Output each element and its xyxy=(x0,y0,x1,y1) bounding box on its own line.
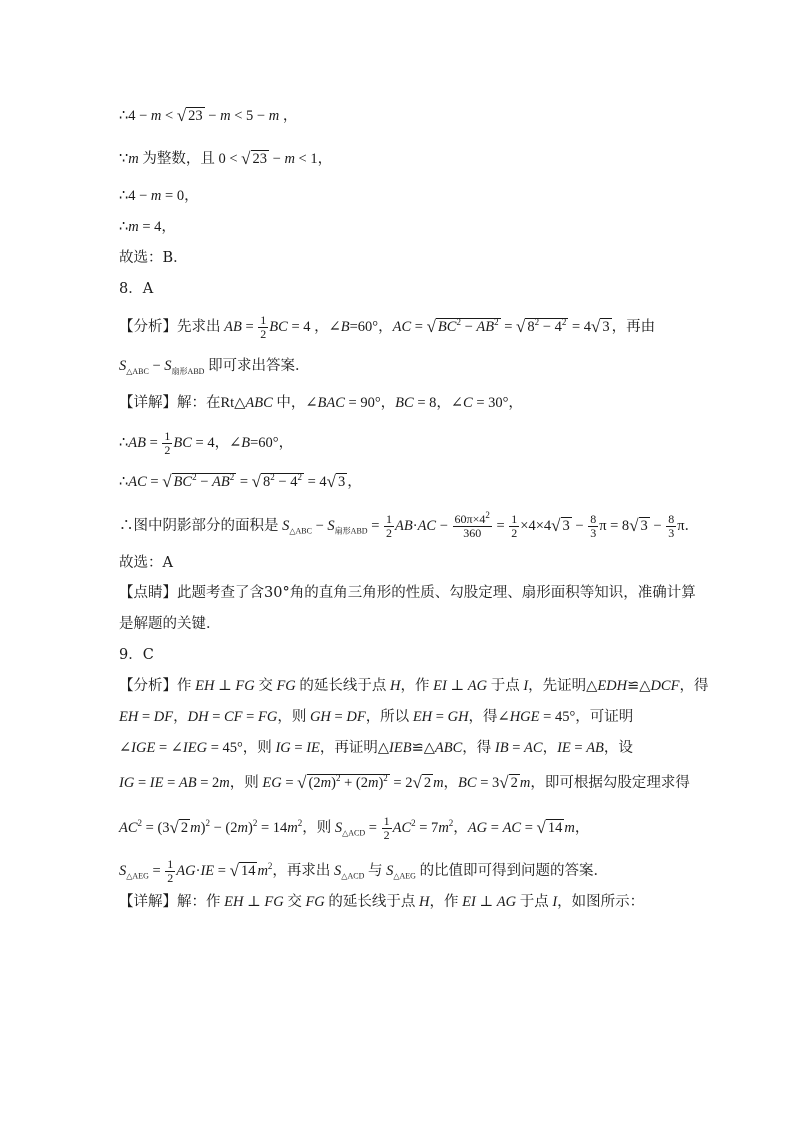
analysis-line: $AC^2 = (3√$ 2 $m)^2 - (2m)^2 = 14m^2$，则 $S_{\triangle ACD}$ = $\frac{1}{2}$ $AC^2 = 7m^2$，AG = AC = √ 14 m， xyxy=(119,814,590,842)
analysis-line: $S_{\triangle ABC} - S_{扇形ABD}$ 即可求出答案． xyxy=(119,358,310,376)
solution-line: ∴图中阴影部分的面积是 $S_{\triangle ABC} - S_{扇形ABD}$ = $\frac{1}{2}$ AB·AC − $\frac{60\pi\times 4^2}{360}$ = $\frac{1}{2}$ ×4×4√ 3 − $\frac{8}{3}$ π = 8√ 3 − $\frac{8}{3}$ π． xyxy=(119,510,700,540)
solution-line: 【详解】解：在Rt△ABC 中，∠BAC = 90°，BC = 8，∠C = 30°， xyxy=(119,395,523,411)
comment-line: 是解题的关键． xyxy=(119,616,221,632)
solution-line: ∴AB = $\frac{1}{2}$ BC = 4，∠B=60°， xyxy=(119,429,294,457)
answer-choice-line: 故选：B． xyxy=(119,250,188,266)
solution-line: 【详解】解：作 EH ⊥ FG 交 FG 的延长线于点 H，作 EI ⊥ AG 于点 I，如图所示： xyxy=(119,894,645,910)
analysis-line: 【分析】作 EH ⊥ FG 交 FG 的延长线于点 H，作 EI ⊥ AG 于点 I，先证明△EDH≌△DCF，得 xyxy=(119,678,709,694)
analysis-line: ∠IGE = ∠IEG = 45°，则 IG = IE，再证明△IEB≌△ABC，得 IB = AC，IE = AB，设 xyxy=(119,740,633,756)
math-line: ∴4 − m < √ 23 − m < 5 − m ， xyxy=(119,106,298,125)
math-line: ∴4 − m = 0， xyxy=(119,188,199,204)
analysis-line: 【分析】先求出 AB = $\frac{1}{2}$ BC = 4 ，∠B=60°，AC = √ $BC^2 - AB^2$ = √ $8^2 - 4^2 = 4√$ 3 ，再由 xyxy=(119,313,656,341)
solution-line: ∴AC = √ $BC^2 - AB^2$ = √ $8^2 - 4^2 = 4√$ 3 ， xyxy=(119,472,362,491)
question-number: 8．A xyxy=(119,281,154,297)
analysis-line: IG = IE = AB = 2m，则 EG = √ $(2m)^2 + (2m)^2 = 2√$ 2 m，BC = 3√ 2 m，即可根据勾股定理求得 xyxy=(119,773,690,792)
analysis-line: $S_{\triangle AEG}$ = $\frac{1}{2}$ AG·IE = √ 14 $m^2$，再求出 $S_{\triangle ACD}$ 与 $S_{\triangle AEG}$ 的比值即可得到问题的答案． xyxy=(119,857,609,885)
answer-choice-line: 故选：A xyxy=(119,555,173,571)
analysis-line: EH = DF，DH = CF = FG，则 GH = DF，所以 EH = GH，得∠HGE = 45°，可证明 xyxy=(119,709,634,725)
math-line: ∴m = 4， xyxy=(119,219,176,235)
question-number: 9．C xyxy=(119,647,154,663)
math-line: ∵m 为整数，且 0 < √ 23 − m < 1， xyxy=(119,149,333,168)
comment-line: 【点睛】此题考查了含30°角的直角三角形的性质、勾股定理、扇形面积等知识，准确计算 xyxy=(119,585,696,601)
